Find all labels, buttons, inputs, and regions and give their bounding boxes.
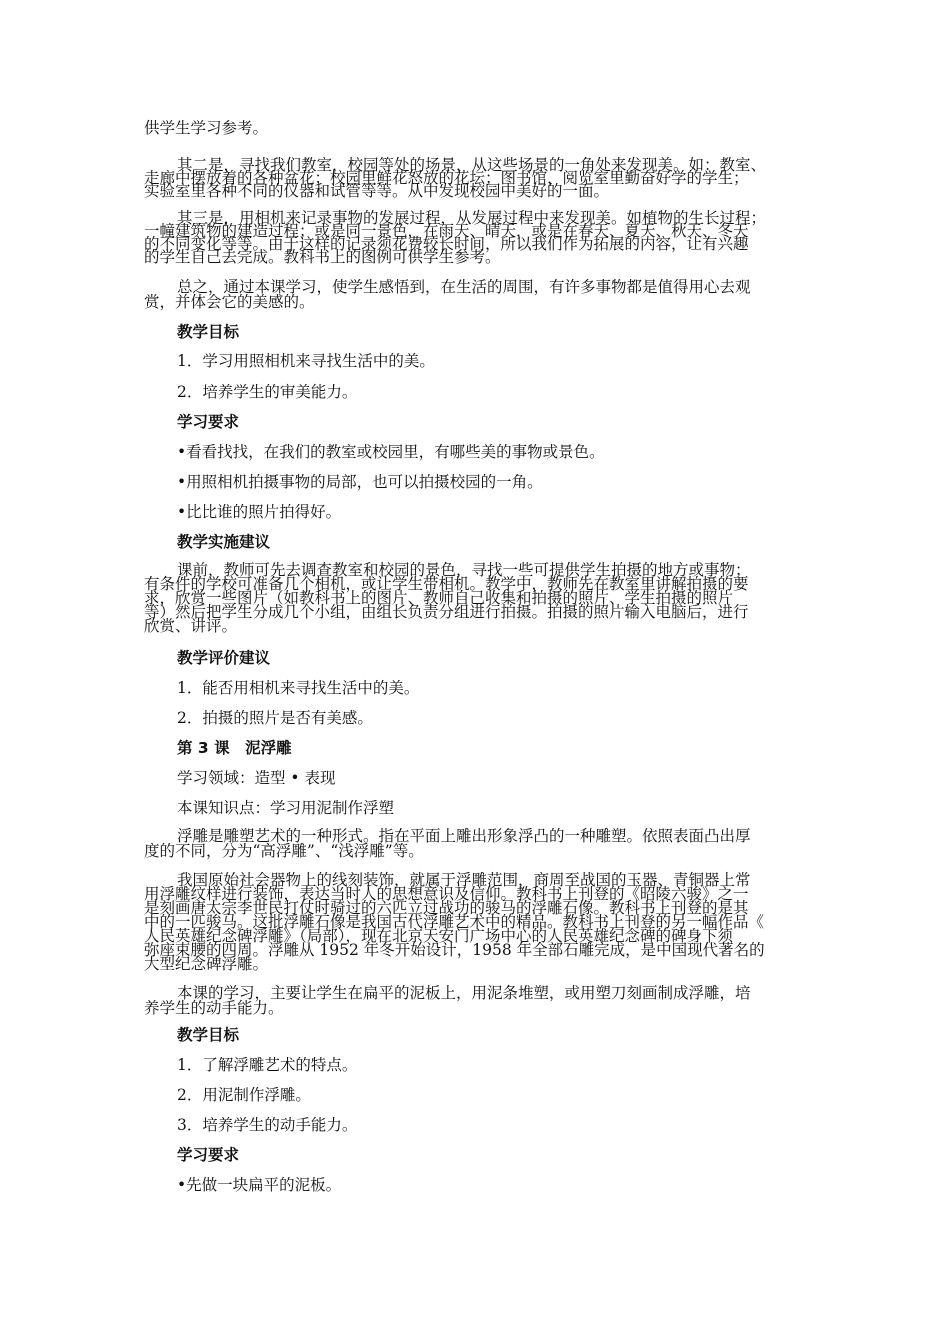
para-history-line-6: 弥座束腰的四周。浮雕从 1952 年冬开始设计，1958 年全部石雕完成，是中国现代著名的 (144, 941, 765, 959)
para-history-line-1: 我国原始社会器物上的线刻装饰，就属于浮雕范围，商周至战国的玉器、青铜器上常 (177, 871, 751, 889)
para-qier-line-1: 其二是，寻找我们教室，校园等处的场景，从这些场景的一角处来发现美。如：教室、 (177, 156, 767, 174)
goal-1-1: 1．学习用照相机来寻找生活中的美。 (177, 352, 435, 370)
para-qisan-line-3: 的不同变化等等。由于这样的记录须花费较长时间，所以我们作为拓展的内容，让有兴趣 (144, 235, 749, 253)
heading-requirements-1: 学习要求 (177, 413, 240, 431)
heading-evaluation: 教学评价建议 (177, 649, 271, 667)
para-impl-line-4: 等）然后把学生分成几个小组，由组长负责分组进行拍摄。拍摄的照片输入电脑后，进行 (144, 603, 749, 621)
evaluation-2: 2．拍摄的照片是否有美感。 (177, 709, 373, 727)
para-lesson-line-1: 本课的学习，主要让学生在扁平的泥板上，用泥条堆塑，或用塑刀刻画制成浮雕，培 (177, 984, 751, 1002)
lesson-3-field: 学习领域：造型 • 表现 (177, 769, 336, 787)
goal-2-3: 3．培养学生的动手能力。 (177, 1116, 358, 1134)
requirement-1-3: •比比谁的照片拍得好。 (177, 503, 342, 521)
para-impl-line-5: 欣赏、讲评。 (144, 617, 238, 635)
requirement-2-1: •先做一块扁平的泥板。 (177, 1176, 342, 1194)
para-fudiao-line-2: 度的不同，分为“高浮雕”、“浅浮雕”等。 (144, 842, 424, 860)
para-lesson-line-2: 养学生的动手能力。 (144, 999, 284, 1017)
requirement-1-1: •看看找找，在我们的教室或校园里，有哪些美的事物或景色。 (177, 443, 605, 461)
para-history-line-7: 大型纪念碑浮雕。 (144, 955, 269, 973)
para-impl-line-1: 课前，教师可先去调查教室和校园的景色，寻找一些可提供学生拍摄的地方或事物； (177, 561, 751, 579)
evaluation-1: 1．能否用相机来寻找生活中的美。 (177, 679, 420, 697)
goal-2-1: 1．了解浮雕艺术的特点。 (177, 1056, 358, 1074)
heading-implementation: 教学实施建议 (177, 533, 271, 551)
para-zongzhi-line-2: 赏，并体会它的美感的。 (144, 293, 315, 311)
para-impl-line-3: 求，欣赏一些图片（如教科书上的图片、教师自己收集和拍摄的照片、学生拍摄的照片 (144, 589, 734, 607)
para-zongzhi-line-1: 总之，通过本课学习，使学生感悟到，在生活的周围，有许多事物都是值得用心去观 (177, 278, 751, 296)
heading-goals-2: 教学目标 (177, 1026, 240, 1044)
para-history-line-2: 用浮雕纹样进行装饰，表达当时人的思想意识及信仰。教科书上刊登的《昭陵六骏》之一 (144, 885, 749, 903)
intro-end-text: 供学生学习参考。 (144, 119, 269, 137)
para-history-line-3: 是刻画唐太宗李世民打仗时骑过的六匹立过战功的骏马的浮雕石像。教科书上刊登的是其 (144, 899, 749, 917)
para-qisan-line-2: 一幢建筑物的建造过程；或是同一景色，在雨天、晴天，或是在春天、夏天、秋天、冬天 (144, 222, 749, 240)
heading-goals-1: 教学目标 (177, 323, 240, 341)
heading-lesson-3: 第 3 课 泥浮雕 (177, 739, 292, 757)
goal-1-2: 2．培养学生的审美能力。 (177, 383, 358, 401)
para-qier-line-3: 实验室里各种不同的仪器和试管等等。从中发现校园中美好的一面。 (144, 182, 610, 200)
heading-requirements-2: 学习要求 (177, 1146, 240, 1164)
para-qier-line-2: 走廊中摆放着的各种盆花；校园里鲜花怒放的花坛；图书馆，阅览室里勤奋好学的学生； (144, 169, 749, 187)
para-qisan-line-4: 的学生自己去完成。教科书上的图例可供学生参考。 (144, 248, 501, 266)
para-qisan-line-1: 其三是，用相机来记录事物的发展过程，从发展过程中来发现美。如植物的生长过程； (177, 209, 767, 227)
para-history-line-4: 中的一匹骏马。这批浮雕石像是我国古代浮雕艺术中的精品。教科书上刊登的另一幅作品《 (144, 913, 765, 931)
para-fudiao-line-1: 浮雕是雕塑艺术的一种形式。指在平面上雕出形象浮凸的一种雕塑。依照表面凸出厚 (177, 827, 751, 845)
requirement-1-2: •用照相机拍摄事物的局部，也可以拍摄校园的一角。 (177, 473, 543, 491)
para-impl-line-2: 有条件的学校可准备几个相机，或让学生带相机。教学中，教师先在教室里讲解拍摄的要 (144, 575, 749, 593)
lesson-3-knowledge: 本课知识点：学习用泥制作浮塑 (177, 799, 395, 817)
goal-2-2: 2．用泥制作浮雕。 (177, 1086, 311, 1104)
para-history-line-5: 人民英雄纪念碑浮雕》（局部），现在北京天安门广场中心的人民英雄纪念碑的碑身下须 (144, 927, 734, 945)
